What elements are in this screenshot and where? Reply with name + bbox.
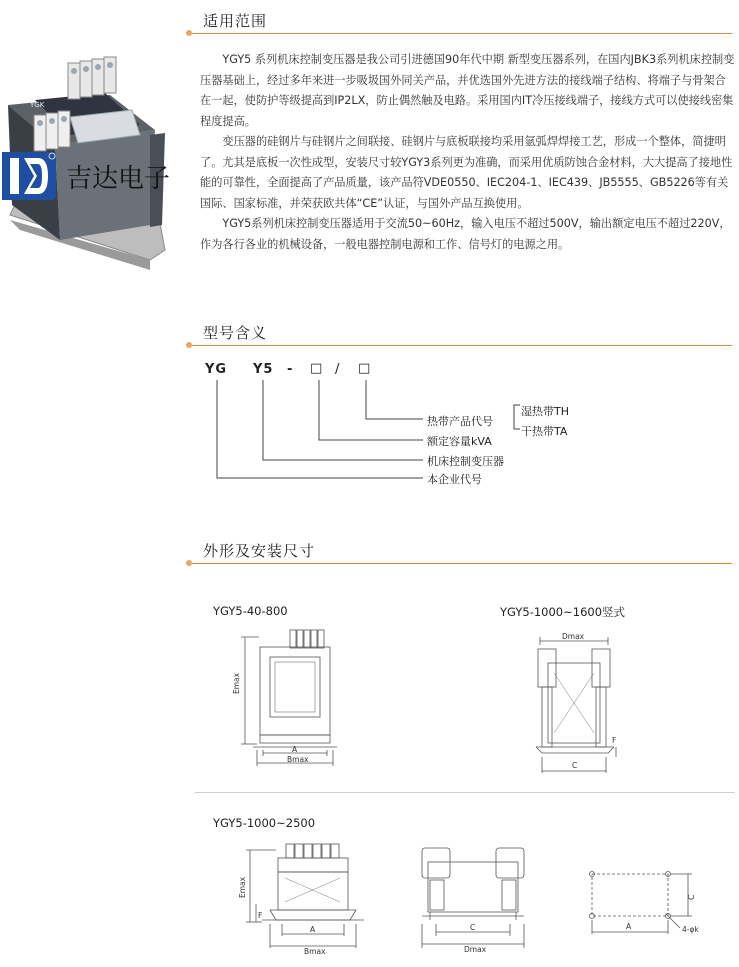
dims-divider xyxy=(195,792,735,793)
model-code-heat-box: □ xyxy=(358,361,372,376)
fig3-title: YGY5-1000~2500 xyxy=(213,816,316,830)
fig3-label-b: Bmax xyxy=(304,947,326,956)
model-code-yg: YG xyxy=(205,362,228,377)
fig3-mount-label-c: C xyxy=(687,894,696,900)
fig3-mount-drawing xyxy=(580,862,720,942)
fig3-label-c: C xyxy=(470,923,476,932)
scope-body xyxy=(200,50,736,255)
fig1-label-a: A xyxy=(292,745,298,754)
fig3-label-f: F xyxy=(258,911,263,920)
scope-paragraph-2: 变压器的硅钢片与硅钢片之间联接、硅钢片与底板联接均采用氩弧焊焊接工艺，形成一个整体，简捷明了。尤其是底板一次性成型，安装尺寸较YGY3系列更为准确，而采用优质防蚀合金材料，大大提高了接地性能的可靠性，全面提高了产品质量，该产品符VDE0550、IEC204-1、IEC439、JB5555、GB5226等有关国际、国家标准，并荣获欧共体“CE”认证，与国外产品互换使用。 xyxy=(200,135,733,210)
scope-title: 适用范围 xyxy=(203,12,268,30)
fig3-mount-label-a: A xyxy=(626,922,632,931)
brand-logo-icon xyxy=(0,150,56,202)
fig2-label-c: C xyxy=(572,761,578,770)
fig3-side-drawing xyxy=(412,840,532,955)
model-label-ta: 干热带TA xyxy=(521,425,568,438)
fig1-label-e: Emax xyxy=(232,672,241,694)
fig1-label-b: Bmax xyxy=(287,755,309,764)
fig2-drawing xyxy=(528,633,623,783)
model-label-heat-code: 热带产品代号 xyxy=(427,415,493,428)
fig1-drawing xyxy=(232,622,345,772)
fig1-title: YGY5-40-800 xyxy=(213,604,288,618)
model-label-company: 本企业代号 xyxy=(427,473,482,486)
dims-title-rule xyxy=(192,563,732,564)
fig2-label-f: F xyxy=(612,736,617,745)
fig2-label-d: Dmax xyxy=(562,632,585,641)
model-label-th: 湿热带TH xyxy=(521,405,569,418)
model-code-dash: - xyxy=(287,362,294,377)
model-leader-lines xyxy=(195,375,425,490)
model-code-capacity-box: □ xyxy=(310,361,324,376)
fig3-label-a: A xyxy=(310,925,316,934)
fig3-label-e: Emax xyxy=(238,876,247,898)
scope-title-rule xyxy=(192,33,732,34)
fig2-title: YGY5-1000~1600竖式 xyxy=(500,605,626,619)
scope-paragraph-1: YGY5 系列机床控制变压器是我公司引进德国90年代中期 新型变压器系列，在国内JBK3系列机床控制变压器基础上，经过多年来进一步吸圾国外同关产品，并优选国外先进方法的接线端子结构、将端子与骨架合在一起，使防护等级提高到IP2LX，防止偶然触及电路。采用国内IT冷压接线端子，接线方式可以使接线密集程度提高。 xyxy=(200,53,735,128)
fig3-front-drawing xyxy=(240,840,365,955)
model-code-y5: Y5 xyxy=(253,362,274,377)
fig3-mount-label-hole: 4-φk xyxy=(682,925,699,934)
fig3-label-d: Dmax xyxy=(464,945,487,954)
model-label-type: 机床控制变压器 xyxy=(427,455,504,468)
model-title-rule xyxy=(192,345,732,346)
dims-title: 外形及安装尺寸 xyxy=(203,542,316,560)
scope-paragraph-3: YGY5系列机床控制变压器适用于交流50~60Hz，输入电压不超过500V，输出额定电压不超过220V，作为各行各业的机械设备，一般电器控制电源和工作、信号灯的电源之用。 xyxy=(200,217,731,251)
model-label-capacity: 额定容量kVA xyxy=(427,435,492,448)
model-code-slash: / xyxy=(335,362,341,377)
photo-nameplate-label: YGK xyxy=(30,101,45,109)
brand-name: 吉达电子 xyxy=(66,164,171,194)
brand-logo xyxy=(0,146,180,202)
model-title: 型号含义 xyxy=(203,324,268,342)
